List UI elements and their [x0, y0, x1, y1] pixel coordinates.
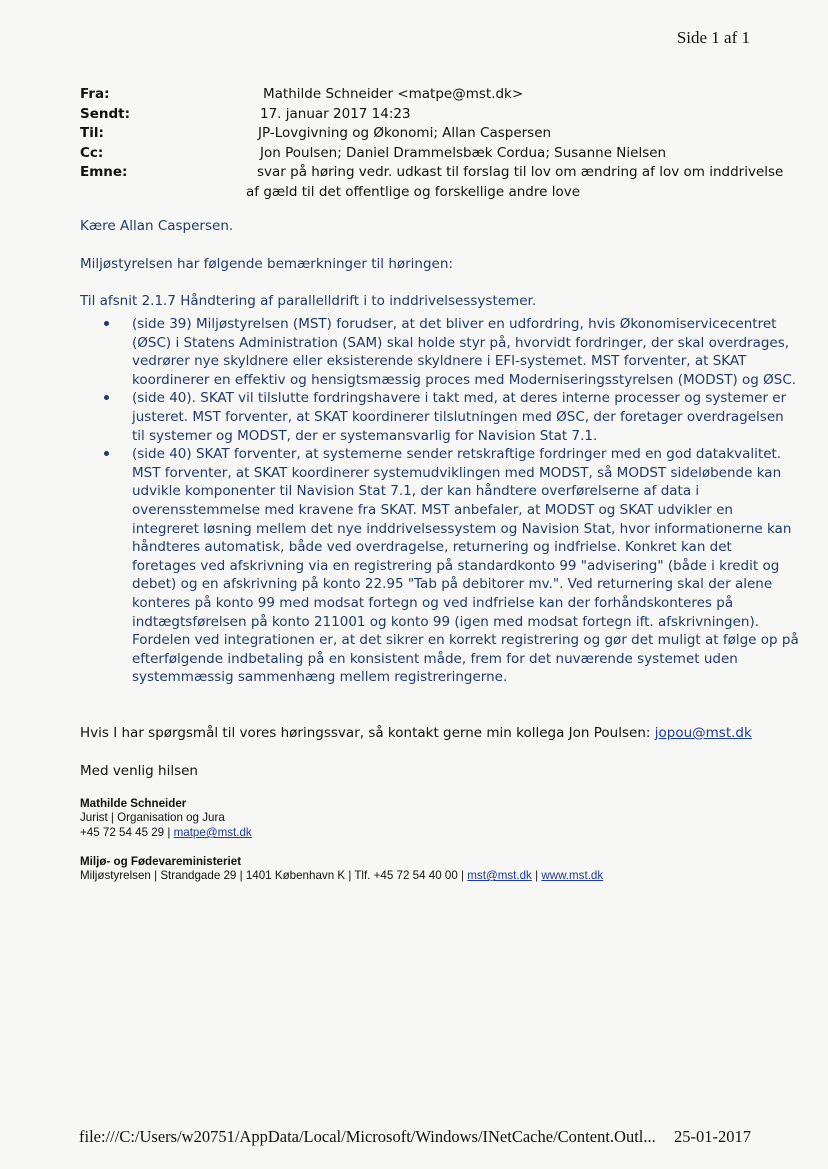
from-value: Mathilde Schneider <matpe@mst.dk> [263, 86, 524, 102]
bullet-icon [104, 321, 109, 326]
list-item-line: (side 40). SKAT vil tilslutte fordringshavere i takt med, at deres interne processer og systemer er [132, 390, 787, 407]
signature-phone: +45 72 54 45 29 | matpe@mst.dk [80, 826, 252, 839]
contact-paragraph [80, 725, 752, 741]
print-footer [79, 1127, 751, 1147]
page-number: Side 1 af 1 [676, 28, 750, 47]
from-label: Fra: [80, 86, 110, 102]
bullet-icon [104, 451, 109, 456]
list-item-line: udvikle komponenter til Navision Stat 7.1, der kan håndtere overførelserne af data i [132, 483, 700, 500]
list-item-line: til systemer og MODST, der er systemansvarlig for Navision Stat 7.1. [132, 427, 598, 444]
list-item-line: indtægtsførelsen på konto 211001 og konto 99 (igen med modsat fortegn ift. afskrivningen). [132, 613, 760, 630]
list-item-line: MST forventer, at SKAT koordinerer systemudviklingen med MODST, så MODST sideløbende kan [132, 464, 782, 481]
subject-line-2: af gæld til det offentlige og forskellige andre love [246, 183, 581, 200]
list-item-line: Fordelen ved integrationen er, at det sikrer en korrekt registrering og gør det muligt at følge op på [132, 632, 799, 649]
subject-line-1: svar på høring vedr. udkast til forslag til lov om ændring af lov om inddrivelse [257, 164, 784, 180]
subject-label: Emne: [80, 164, 128, 180]
greeting: Kære Allan Caspersen. [80, 218, 234, 234]
list-item-line: håndteres automatisk, både ved overdragelse, returnering og indfrielse. Konkret kan det [132, 539, 732, 556]
contact-text: Hvis I har spørgsmål til vores høringssvar, så kontakt gerne min kollega Jon Poulsen: [80, 725, 655, 741]
signature-name: Mathilde Schneider [80, 797, 187, 810]
section-heading: Til afsnit 2.1.7 Håndtering af parallelldrift i to inddrivelsessystemer. [80, 293, 537, 309]
website-link[interactable]: www.mst.dk [541, 869, 604, 882]
list-item [80, 389, 787, 445]
cc-value: Jon Poulsen; Daniel Drammelsbæk Cordua; Susanne Nielsen [260, 144, 667, 161]
email-header [80, 86, 784, 203]
sent-label: Sendt: [80, 105, 131, 122]
list-item-line: (ØSC) i Statens Administration (SAM) skal holde styr på, hvorvidt fordringer, der skal overdrages, [132, 334, 790, 351]
closing: Med venlig hilsen [80, 763, 198, 779]
intro-text: Miljøstyrelsen har følgende bemærkninger til høringen: [80, 256, 453, 272]
to-value: JP-Lovgivning og Økonomi; Allan Caspersen [258, 125, 552, 141]
list-item-line: (side 40) SKAT forventer, at systemerne sender retskraftige fordringer med en god datakvalitet. [132, 446, 782, 463]
signature-address: Miljøstyrelsen | Strandgade 29 | 1401 København K | Tlf. +45 72 54 40 00 | mst@mst.dk | www.mst.dk [80, 869, 604, 882]
sent-value: 17. januar 2017 14:23 [260, 105, 411, 122]
list-item-line: justeret. MST forventer, at SKAT koordinerer tilslutningen med ØSC, der foretager overdragelsen [132, 408, 784, 425]
list-item-line: overensstemmelse med kravene fra SKAT. MST anbefaler, at MODST og SKAT udvikler en [132, 501, 733, 518]
list-item-line: koordinerer en effektiv og hensigtsmæssig proces med Moderniseringsstyrelsen (MODST) og ØSC. [132, 371, 797, 388]
list-item-line: integreret løsning mellem det nye inddrivelsessystem og Navision Stat, hvor informationerne kan [132, 520, 792, 537]
remarks-list [80, 315, 799, 687]
list-item-line: vedrører nye skyldnere eller eksisterende skyldnere i EFI-systemet. MST forventer, at SKAT [132, 353, 747, 370]
footer-date: 25-01-2017 [674, 1127, 751, 1146]
to-label: Til: [80, 125, 104, 141]
signature-ministry: Miljø- og Fødevareministeriet [80, 855, 242, 868]
list-item-line: (side 39) Miljøstyrelsen (MST) forudser, at det bliver en udfordring, hvis Økonomiservicecentret [132, 316, 777, 332]
list-item-line: debet) og en afskrivning på konto 22.95 "Tab på debitorer mv.". Ved returnering skal der alene [132, 576, 773, 593]
signature-title: Jurist | Organisation og Jura [80, 811, 225, 824]
footer-path: file:///C:/Users/w20751/AppData/Local/Microsoft/Windows/INetCache/Content.Outl... [79, 1127, 656, 1146]
contact-email-link[interactable]: jopou@mst.dk [654, 725, 752, 741]
cc-label: Cc: [80, 144, 104, 161]
list-item-line: konteres på konto 99 med modsat fortegn og ved indfrielse kan der forhåndskonteres på [132, 594, 734, 611]
list-item-line: systemmæssig sammenhæng mellem registreringerne. [132, 669, 508, 686]
org-email-link[interactable]: mst@mst.dk [467, 869, 532, 882]
bullet-icon [104, 395, 109, 400]
list-item-line: efterfølgende indbetaling på en konsistent måde, frem for det nuværende systemet uden [132, 650, 738, 667]
list-item [80, 315, 797, 389]
list-item-line: foretages ved afskrivning via en registrering på standardkonto 99 "advisering" (både i kredit og [132, 557, 780, 574]
signature-email-link[interactable]: matpe@mst.dk [173, 826, 252, 839]
list-item [80, 445, 799, 687]
